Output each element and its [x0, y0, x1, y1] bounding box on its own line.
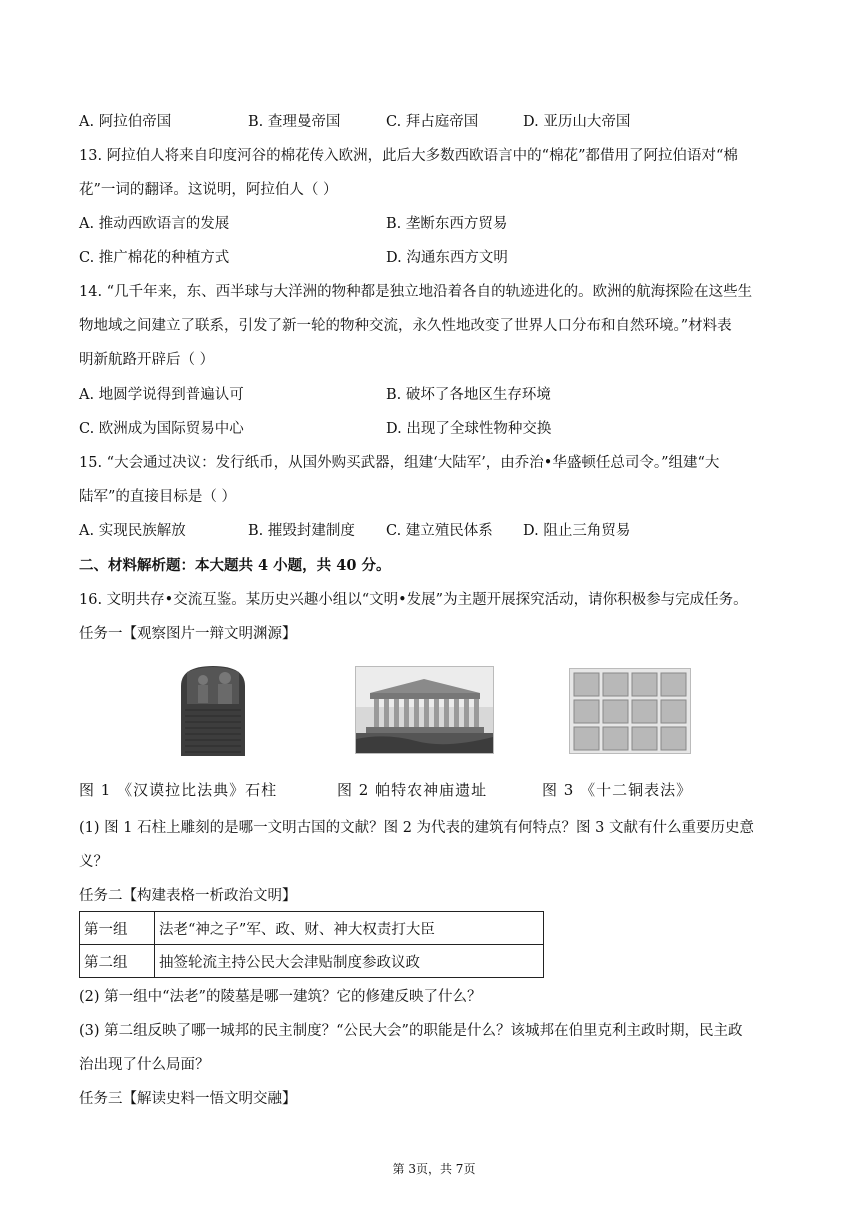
q15-option-d: D. 阻止三角贸易 — [523, 523, 631, 539]
figure1-caption: 图 1 《汉谟拉比法典》石柱 — [79, 781, 278, 799]
table-cell: 第一组 — [80, 912, 155, 945]
q12-option-b: B. 查理曼帝国 — [248, 114, 341, 130]
q13-stem-line-1: 13. 阿拉伯人将来自印度河谷的棉花传入欧洲，此后大多数西欧语言中的“棉花”都借用了阿拉伯语对“棉 — [79, 148, 738, 164]
q13-option-d: D. 沟通东西方文明 — [386, 250, 508, 266]
figure3-caption: 图 3 《十二铜表法》 — [542, 781, 693, 799]
q14-stem-line-1: 14. “几千年来，东、西半球与大洋洲的物种都是独立地沿着各自的轨迹进化的。欧洲的航海探险在这些生 — [79, 284, 753, 300]
q13-option-a: A. 推动西欧语言的发展 — [79, 216, 230, 232]
task2-heading: 任务二【构建表格一析政治文明】 — [79, 888, 297, 904]
q16-sub1-line-1: (1) 图 1 石柱上雕刻的是哪一文明古国的文献？图 2 为代表的建筑有何特点？图 3 文献有什么重要历史意 — [79, 820, 754, 836]
q12-option-a: A. 阿拉伯帝国 — [79, 114, 172, 130]
table-cell: 抽签轮流主持公民大会津贴制度参政议政 — [155, 945, 544, 978]
table-row — [80, 912, 544, 945]
q12-option-d: D. 亚历山大帝国 — [523, 114, 631, 130]
q14-stem-line-3: 明新航路开辟后（ ） — [79, 352, 215, 368]
q14-option-b: B. 破坏了各地区生存环境 — [386, 387, 551, 403]
q14-stem-line-2: 物地域之间建立了联系，引发了新一轮的物种交流，永久性地改变了世界人口分布和自然环境。”材料表 — [79, 318, 732, 334]
q13-option-b: B. 垄断东西方贸易 — [386, 216, 508, 232]
table-cell: 法老“神之子”军、政、财、神大权责打大臣 — [155, 912, 544, 945]
q15-stem-line-1: 15. “大会通过决议：发行纸币，从国外购买武器，组建‘大陆军’，由乔治•华盛顿任总司令。”组建“大 — [79, 455, 720, 471]
q14-option-c: C. 欧洲成为国际贸易中心 — [79, 421, 244, 437]
twelve-tables-image — [569, 668, 691, 754]
q16-sub1-line-2: 义？ — [79, 854, 108, 870]
q13-option-c: C. 推广棉花的种植方式 — [79, 250, 230, 266]
q16-sub3-line-2: 治出现了什么局面？ — [79, 1057, 210, 1073]
q14-option-d: D. 出现了全球性物种交换 — [386, 421, 552, 437]
q14-option-a: A. 地圆学说得到普遍认可 — [79, 387, 244, 403]
q15-option-b: B. 摧毁封建制度 — [248, 523, 355, 539]
hammurabi-stele-image — [173, 664, 253, 756]
politics-table — [79, 911, 544, 978]
task1-heading: 任务一【观察图片一辩文明渊源】 — [79, 626, 297, 642]
q16-sub3-line-1: (3) 第二组反映了哪一城邦的民主制度？“公民大会”的职能是什么？该城邦在伯里克利主政时期，民主政 — [79, 1023, 743, 1039]
q16-sub2: (2) 第一组中“法老”的陵墓是哪一建筑？它的修建反映了什么？ — [79, 989, 482, 1005]
page-footer: 第 3页，共 7页 — [392, 1162, 476, 1176]
section2-title: 二、材料解析题：本大题共 4 小题，共 40 分。 — [79, 557, 391, 574]
q15-stem-line-2: 陆军”的直接目标是（ ） — [79, 489, 237, 505]
table-cell: 第二组 — [80, 945, 155, 978]
q13-stem-line-2: 花”一词的翻译。这说明，阿拉伯人（ ） — [79, 182, 338, 198]
q12-option-c: C. 拜占庭帝国 — [386, 114, 479, 130]
q15-option-a: A. 实现民族解放 — [79, 523, 186, 539]
figure2-caption: 图 2 帕特农神庙遗址 — [337, 781, 488, 799]
table-row — [80, 945, 544, 978]
task3-heading: 任务三【解读史料一悟文明交融】 — [79, 1091, 297, 1107]
parthenon-image — [355, 666, 494, 754]
q16-intro: 16. 文明共存•交流互鉴。某历史兴趣小组以“文明•发展”为主题开展探究活动，请你积极参与完成任务。 — [79, 592, 748, 608]
q15-option-c: C. 建立殖民体系 — [386, 523, 493, 539]
